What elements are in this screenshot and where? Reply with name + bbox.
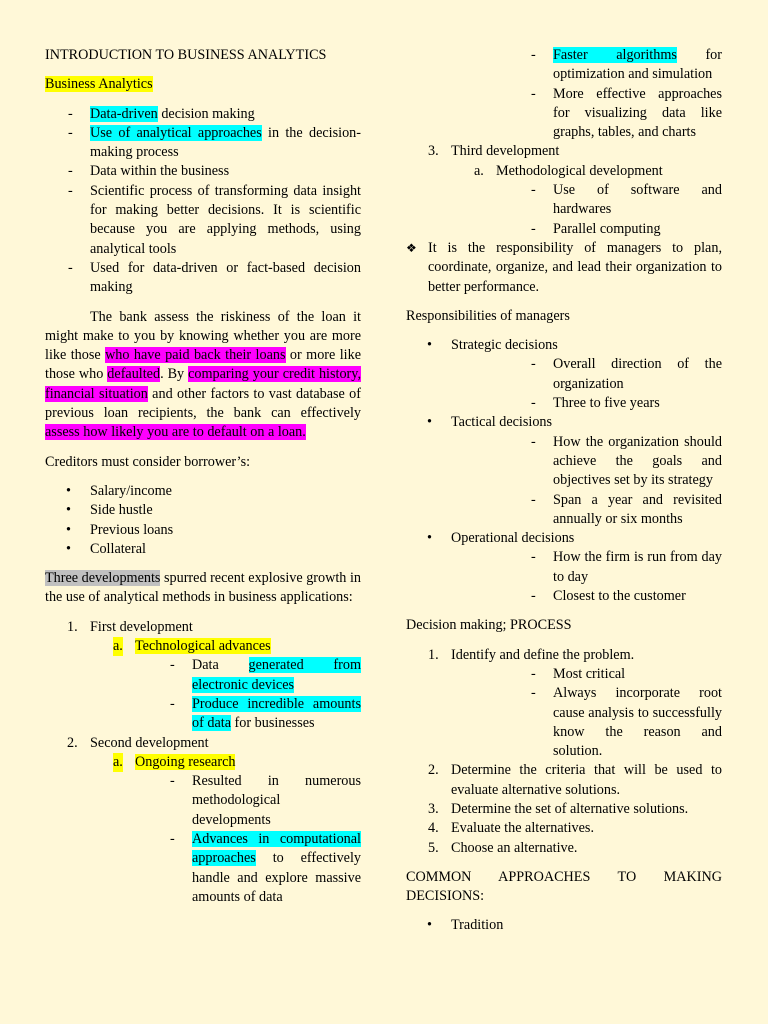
list-item: - Use of software and hardwares: [531, 182, 722, 218]
list-item: 5. Choose an alternative.: [428, 839, 578, 856]
diamond-bullet-icon: ❖: [406, 240, 417, 255]
list-item: - Faster algorithms for optimization and simulation: [531, 47, 722, 83]
list-item: - Overall direction of the organization: [531, 356, 722, 392]
list-item: - More effective approaches for visualizing data like graphs, tables, and charts: [531, 85, 722, 141]
list-item: - Resulted in numerous methodological developments: [170, 773, 361, 828]
responsibilities-heading: Responsibilities of managers: [406, 307, 570, 324]
list-item: - Scientific process of transforming data insight for making better decisions. It is scientific because you are applying methods, using analytical tools: [68, 182, 361, 257]
list-item: - Most critical: [531, 665, 626, 682]
list-item: 2. Second development: [67, 734, 209, 751]
list-item: 4. Evaluate the alternatives.: [428, 820, 594, 837]
list-item: - Always incorporate root cause analysis to successfully know the reason and solution.: [531, 685, 722, 760]
bank-paragraph: The bank assess the riskiness of the loan it might make to you by knowing whether you are more like those who have paid back their loans or more like those who defaulted. By comparing your credit history, financial situation and other factors to vast database of previous loan recipients, the bank can effectively assess how likely you are to default on a loan.: [45, 308, 362, 441]
list-item: - Data within the business: [68, 163, 230, 180]
list-item: - Three to five years: [531, 395, 660, 412]
list-item: • Previous loans: [66, 521, 174, 538]
list-item: 3. Determine the set of alternative solutions.: [428, 800, 689, 817]
document-title: INTRODUCTION TO BUSINESS ANALYTICS: [45, 47, 327, 63]
list-item: 2. Determine the criteria that will be used to evaluate alternative solutions.: [428, 762, 722, 798]
list-item: - How the firm is run from day to day: [531, 549, 722, 585]
list-item: ❖ It is the responsibility of managers to plan, coordinate, organize, and lead their organization to better performance.: [406, 239, 722, 295]
process-heading: Decision making; PROCESS: [406, 617, 572, 634]
list-item: a. Methodological development: [474, 162, 663, 179]
list-item: • Strategic decisions: [427, 337, 558, 354]
list-item: - How the organization should achieve the goals and objectives set by its strategy: [531, 433, 722, 489]
list-item: - Span a year and revisited annually or six months: [531, 491, 722, 527]
left-column: [45, 46, 361, 907]
business-analytics-heading: Business Analytics: [45, 76, 153, 93]
list-item: - Advances in computational approaches to effectively handle and explore massive amounts of data: [170, 830, 361, 905]
list-item: 3. Third development: [428, 143, 560, 160]
list-item: - Parallel computing: [531, 220, 661, 237]
list-item: - Used for data-driven or fact-based decision making: [68, 259, 361, 296]
list-item: • Operational decisions: [427, 530, 575, 547]
list-item: - Data-driven decision making: [68, 105, 255, 122]
approaches-heading: COMMON APPROACHES TO MAKING DECISIONS:: [406, 868, 722, 905]
list-item: • Salary/income: [66, 482, 172, 499]
right-column: [406, 46, 722, 936]
list-item: - Produce incredible amounts of data for businesses: [170, 695, 361, 732]
list-item: a. Ongoing research: [45, 753, 361, 772]
list-item: a. Technological advances: [45, 637, 361, 656]
list-item: - Closest to the customer: [531, 588, 686, 605]
list-item: • Tactical decisions: [427, 414, 553, 431]
three-developments-paragraph: Three developments spurred recent explosive growth in the use of analytical methods in business applications:: [45, 570, 361, 606]
list-item: - Data generated from electronic devices: [170, 657, 361, 693]
list-item: - Use of analytical approaches in the decision-making process: [68, 124, 361, 161]
list-item: 1. First development: [67, 618, 193, 635]
list-item: 1. Identify and define the problem.: [428, 646, 635, 663]
list-item: • Collateral: [66, 540, 146, 557]
list-item: • Side hustle: [66, 502, 153, 519]
creditors-heading: Creditors must consider borrower’s:: [45, 453, 251, 470]
list-item: • Tradition: [427, 917, 504, 934]
